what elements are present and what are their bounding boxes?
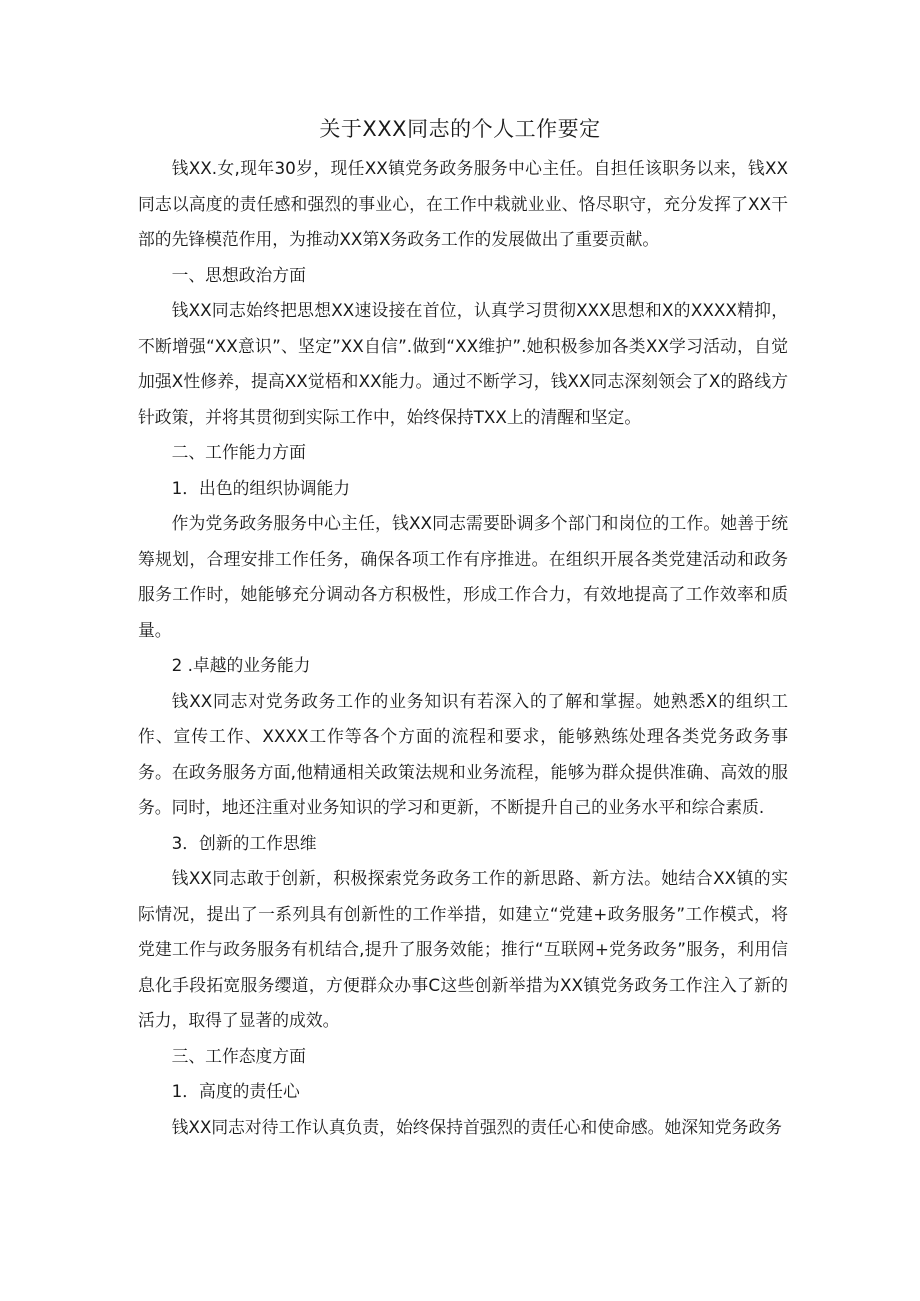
document-title: 关于XXX同志的个人工作要定 [319,117,601,141]
section-heading-political: 一、思想政治方面 [171,264,306,285]
paragraph-political: 钱XX同志始终把思想XX速设接在首位，认真学习贯彻XXX思想和X的XXXX精抑，不断增强“XX意识”、坚定”XX自信”.做到“XX维护”.她积极参加各类XX学习活动，自觉加强X性修养，提高XX觉梧和XX能力。通过不断学习，钱XX同志深刻领会了X的路线方针政策，并将其贯彻到实际工作中，始终保持TXX上的清醒和坚定。 [138,300,788,427]
paragraph-business: 钱XX同志对党务政务工作的业务知识有若深入的了解和掌握。她熟悉X的组织工作、宣传工作、XXXX工作等各个方面的流程和要求，能够熟练处理各类党务政务事务。在政务服务方面,他精通相关政策法规和业务流程，能够为群众提供准确、高效的服务。同时，地还注重对业务知识的学习和更新，不断提升自己的业务水平和综合素质. [138,690,788,817]
section-heading-ability: 二、工作能力方面 [171,442,306,462]
section-heading-attitude: 三、工作态度方面 [171,1045,306,1066]
subheading-responsibility: 1．高度的责任心 [171,1081,300,1101]
paragraph-responsibility: 钱XX同志对待工作认真负责，始终保持首强烈的责任心和使命感。她深知党务政务 [171,1116,782,1137]
subheading-coordination: 1．出色的组织协调能力 [171,477,351,498]
paragraph-coordination: 作为党务政务服务中心主任，钱XX同志需要卧调多个部门和岗位的工作。她善于统筹规划，合理安排工作任务，确保各项工作有序推进。在组织开展各类党建活动和政务服务工作时，她能够充分调动各方积极性，形成工作合力，有效地提高了工作效率和质量。 [138,513,788,640]
paragraph-innovation: 钱XX同志敢于创新，积极探索党务政务工作的新思路、新方法。她结合XX镇的实际情况，提出了一系列具有创新性的工作举措，如建立“党建+政务服务”工作模式，将党建工作与政务服务有机结合,提升了服务效能；推行“互联网+党务政务”服务，利用信息化手段拓宽服务缨道，方便群众办事C这些创新举措为XX镇党务政务工作注入了新的活力，取得了显著的成效。 [138,868,788,1030]
subheading-innovation: 3．创新的工作思维 [171,832,317,853]
subheading-business: 2 .卓越的业务能力 [171,655,311,675]
document-body [138,151,788,1145]
paragraph-intro: 钱XX.女,现年30岁，现任XX镇党务政务服务中心主任。自担任该职务以来，钱XX同志以高度的责任感和强烈的事业心，在工作中栽就业业、恪尽职守，充分发挥了XX干部的先锋模范作用，为推动XX第X务政务工作的发展做出了重要贡献。 [138,158,788,249]
